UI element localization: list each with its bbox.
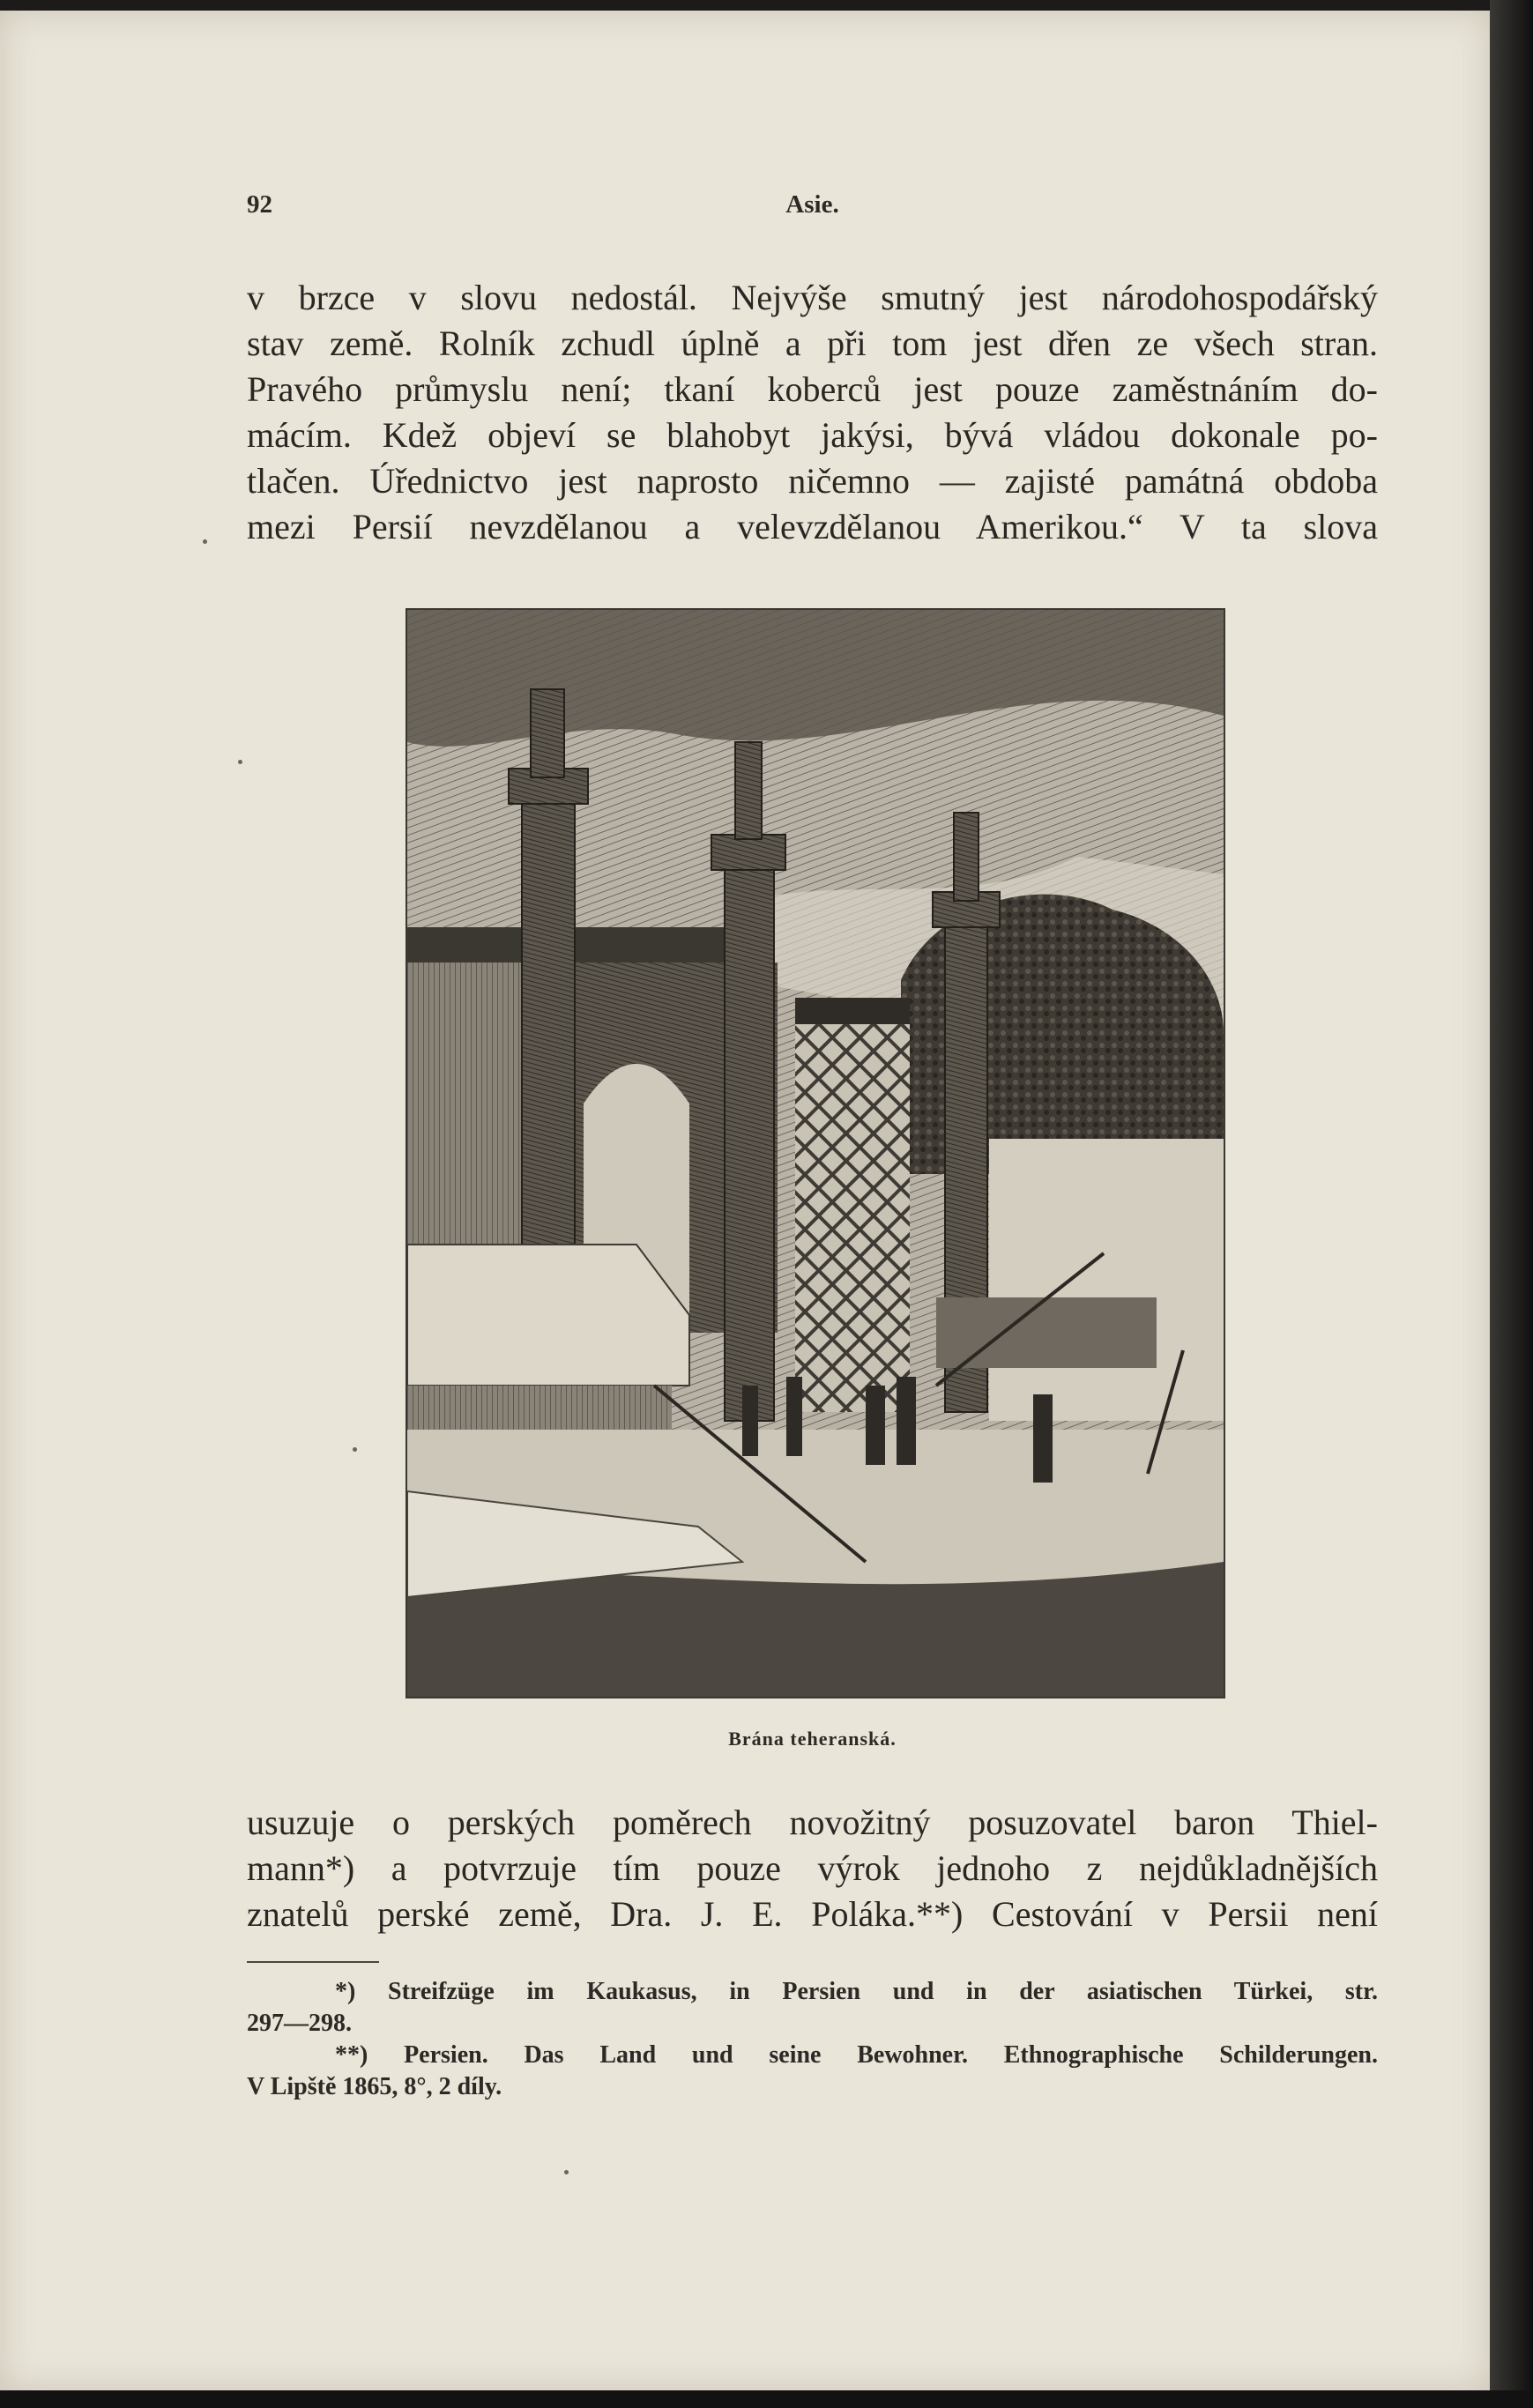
text-line: znatelů perské země, Dra. J. E. Poláka.**) Cestování v Persii není — [247, 1894, 1378, 1934]
text-line: mácím. Kdež objeví se blahobyt jakýsi, bývá vládou dokonale po- — [247, 415, 1378, 455]
book-edge — [1490, 0, 1533, 2408]
footnote-1: *) Streifzüge im Kaukasus, in Persien und in der asiatischen Türkei, str. — [335, 1978, 1378, 2005]
paper-speck — [203, 539, 207, 544]
text-line: mann*) a potvrzuje tím pouze výrok jednoho z nejdůkladnějších — [247, 1848, 1378, 1888]
page-header — [247, 190, 1378, 226]
footnote-2: **) Persien. Das Land und seine Bewohner. Ethnographische Schilderungen. — [335, 2041, 1378, 2069]
text-line: v brzce v slovu nedostál. Nejvýše smutný jest národohospodářský — [247, 278, 1378, 317]
paragraph-bottom — [247, 1800, 1378, 1937]
footnote-2-continuation: V Lipště 1865, 8°, 2 díly. — [247, 2073, 502, 2100]
footnotes — [247, 1976, 1378, 2103]
paper-speck — [353, 1447, 357, 1452]
running-head: Asie. — [785, 190, 839, 219]
book-page — [0, 11, 1490, 2390]
text-line: tlačen. Úřednictvo jest naprosto ničemno — zajisté památná obdoba — [247, 461, 1378, 501]
page-number: 92 — [247, 190, 272, 219]
figure-caption: Brána teheranská. — [728, 1728, 897, 1750]
footnote-rule — [247, 1961, 379, 1963]
paragraph-top — [247, 275, 1378, 550]
scan-border — [0, 2390, 1533, 2408]
text-line: usuzuje o perských poměrech novožitný posuzovatel baron Thiel- — [247, 1802, 1378, 1842]
text-line: Pravého průmyslu není; tkaní koberců jest pouze zaměstnáním do- — [247, 369, 1378, 409]
paper-speck — [564, 2170, 569, 2174]
engraving-tehran-gate — [406, 608, 1225, 1698]
text-line: mezi Persií nevzdělanou a velevzdělanou Amerikou.“ V ta slova — [247, 507, 1378, 546]
text-line: stav země. Rolník zchudl úplně a při tom jest dřen ze všech stran. — [247, 323, 1378, 363]
engraving-illustration — [407, 610, 1224, 1697]
paper-speck — [238, 760, 242, 764]
footnote-1-continuation: 297—298. — [247, 2010, 352, 2037]
